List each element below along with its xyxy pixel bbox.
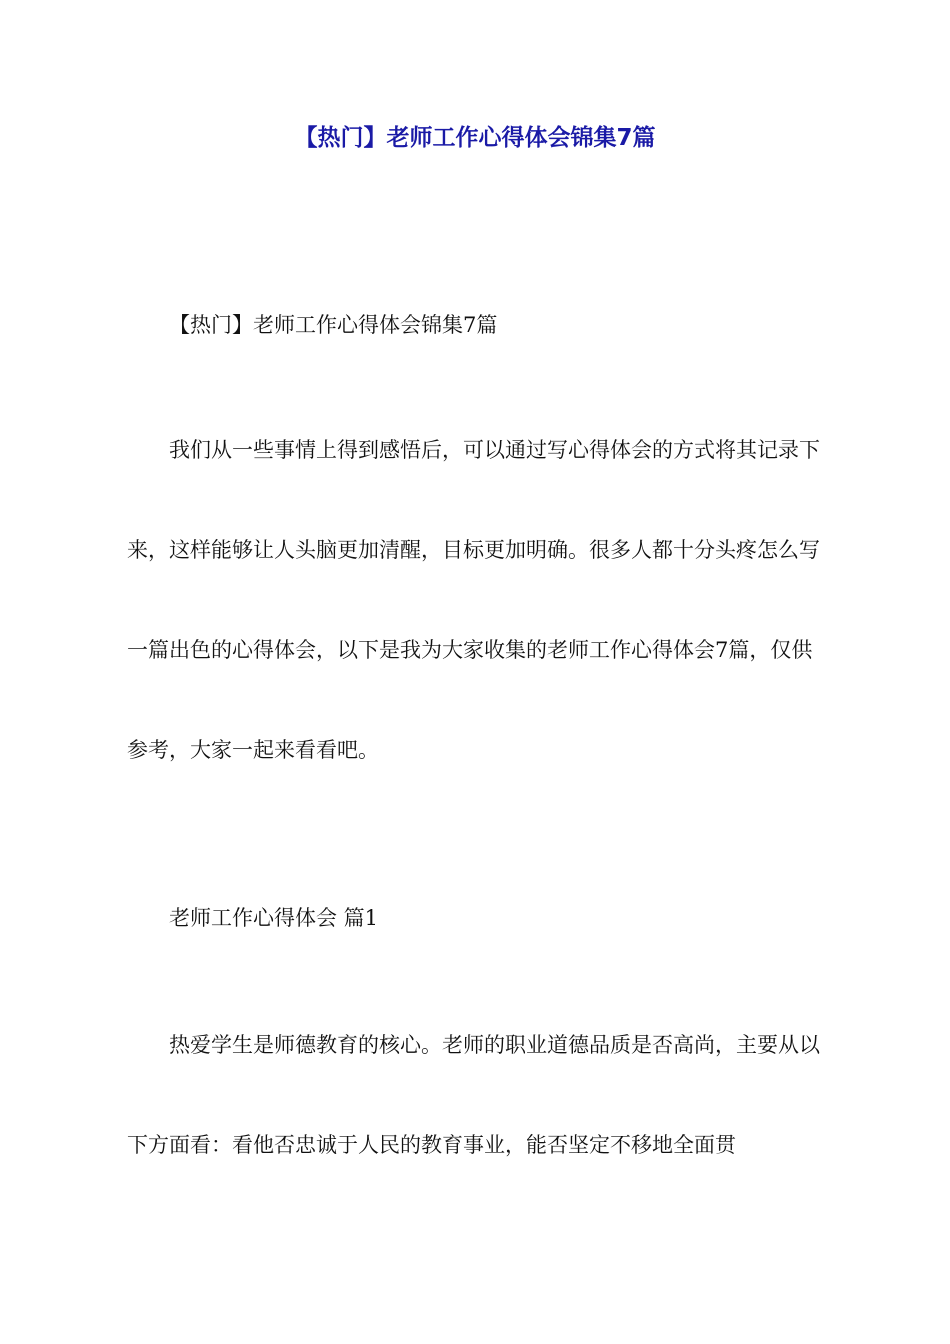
section-heading: 老师工作心得体会 篇1 — [169, 906, 379, 930]
page-title: 【热门】老师工作心得体会锦集7篇 — [294, 125, 656, 151]
intro-paragraph: 我们从一些事情上得到感悟后，可以通过写心得体会的方式将其记录下来，这样能够让人头脑更加清醒，目标更加明确。很多人都十分头疼怎么写一篇出色的心得体会，以下是我为大家收集的老师工作心得体会7篇，仅供参考，大家一起来看看吧。 — [127, 438, 820, 762]
document-subtitle: 【热门】老师工作心得体会锦集7篇 — [169, 313, 498, 337]
section-paragraph: 热爱学生是师德教育的核心。老师的职业道德品质是否高尚，主要从以下方面看：看他否忠诚于人民的教育事业，能否坚定不移地全面贯 — [127, 1033, 820, 1157]
